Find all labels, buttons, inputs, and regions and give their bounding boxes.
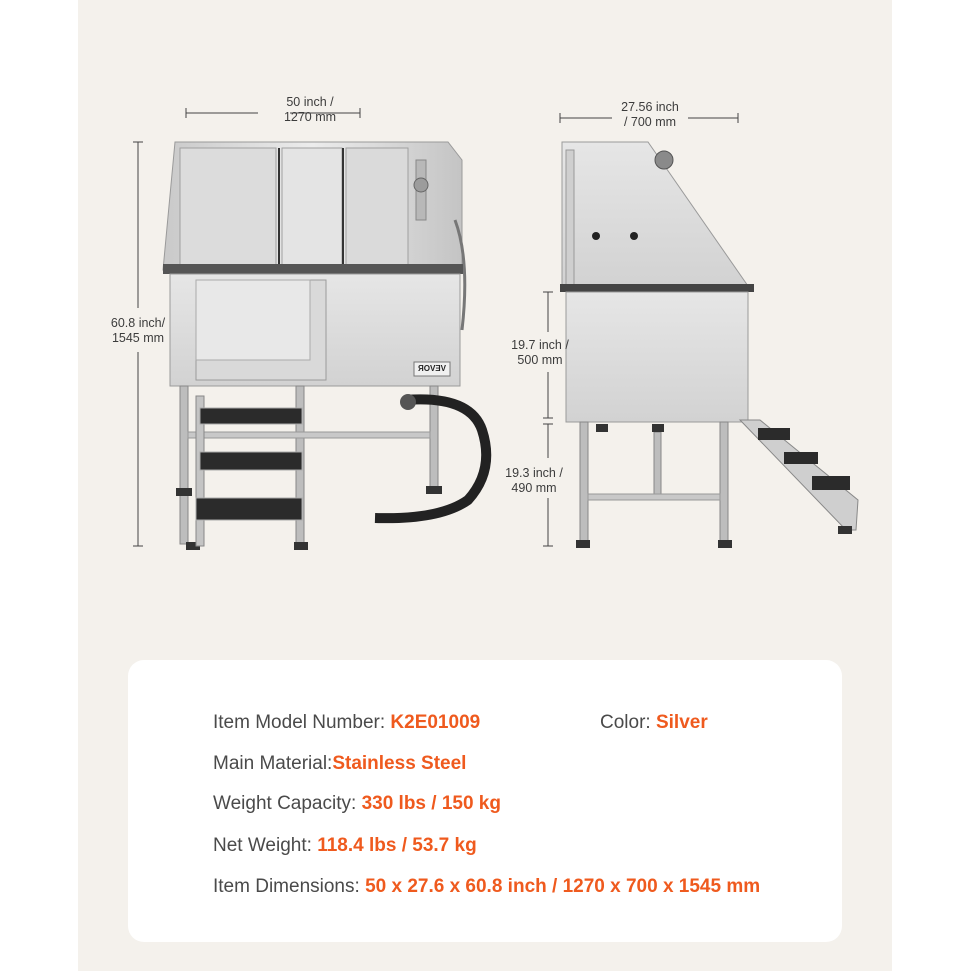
side-leg-height-label [494, 466, 574, 496]
front-width-line2: 1270 mm [283, 110, 337, 124]
side-tub-height-line1: 19.7 inch / [511, 338, 569, 352]
side-depth-line1: 27.56 inch [621, 100, 679, 114]
front-width-line1: 50 inch / [286, 95, 334, 109]
spec-card [128, 660, 842, 942]
spec-color [600, 712, 708, 734]
spec-color-value: Silver [655, 712, 708, 733]
spec-material-label: Main Material: [213, 753, 333, 774]
side-tub-height-label [500, 338, 580, 368]
spec-dimensions [213, 876, 760, 898]
side-leg-height-line1: 19.3 inch / [505, 466, 563, 480]
side-height-dimension-lines [543, 292, 553, 546]
side-tub-height-line2: 500 mm [517, 353, 563, 367]
brand-logo: VEVOR [418, 364, 447, 373]
spec-model-value: K2E01009 [390, 712, 481, 733]
side-leg-height-line2: 490 mm [511, 481, 557, 495]
spec-color-label: Color: [600, 712, 651, 733]
front-height-line2: 1545 mm [111, 331, 165, 345]
side-depth-label [608, 100, 692, 130]
spec-net-weight-value: 118.4 lbs / 53.7 kg [317, 835, 477, 856]
side-depth-line2: / 700 mm [623, 115, 677, 129]
spec-net-weight [213, 835, 477, 857]
front-view-tub [163, 142, 486, 550]
spec-net-weight-label: Net Weight: [213, 835, 312, 856]
spec-model-label: Item Model Number: [213, 712, 386, 733]
spec-material [213, 753, 466, 775]
spec-capacity [213, 793, 501, 815]
front-width-label [270, 95, 350, 125]
front-height-label [92, 316, 184, 346]
spec-capacity-label: Weight Capacity: [213, 793, 357, 814]
spec-capacity-value: 330 lbs / 150 kg [361, 793, 501, 814]
front-height-line1: 60.8 inch/ [110, 316, 166, 330]
side-view-tub [560, 142, 858, 548]
spec-dimensions-label: Item Dimensions: [213, 876, 360, 897]
spec-material-value: Stainless Steel [332, 753, 467, 774]
spec-model [213, 712, 480, 734]
spec-dimensions-value: 50 x 27.6 x 60.8 inch / 1270 x 700 x 1545 mm [365, 876, 761, 897]
